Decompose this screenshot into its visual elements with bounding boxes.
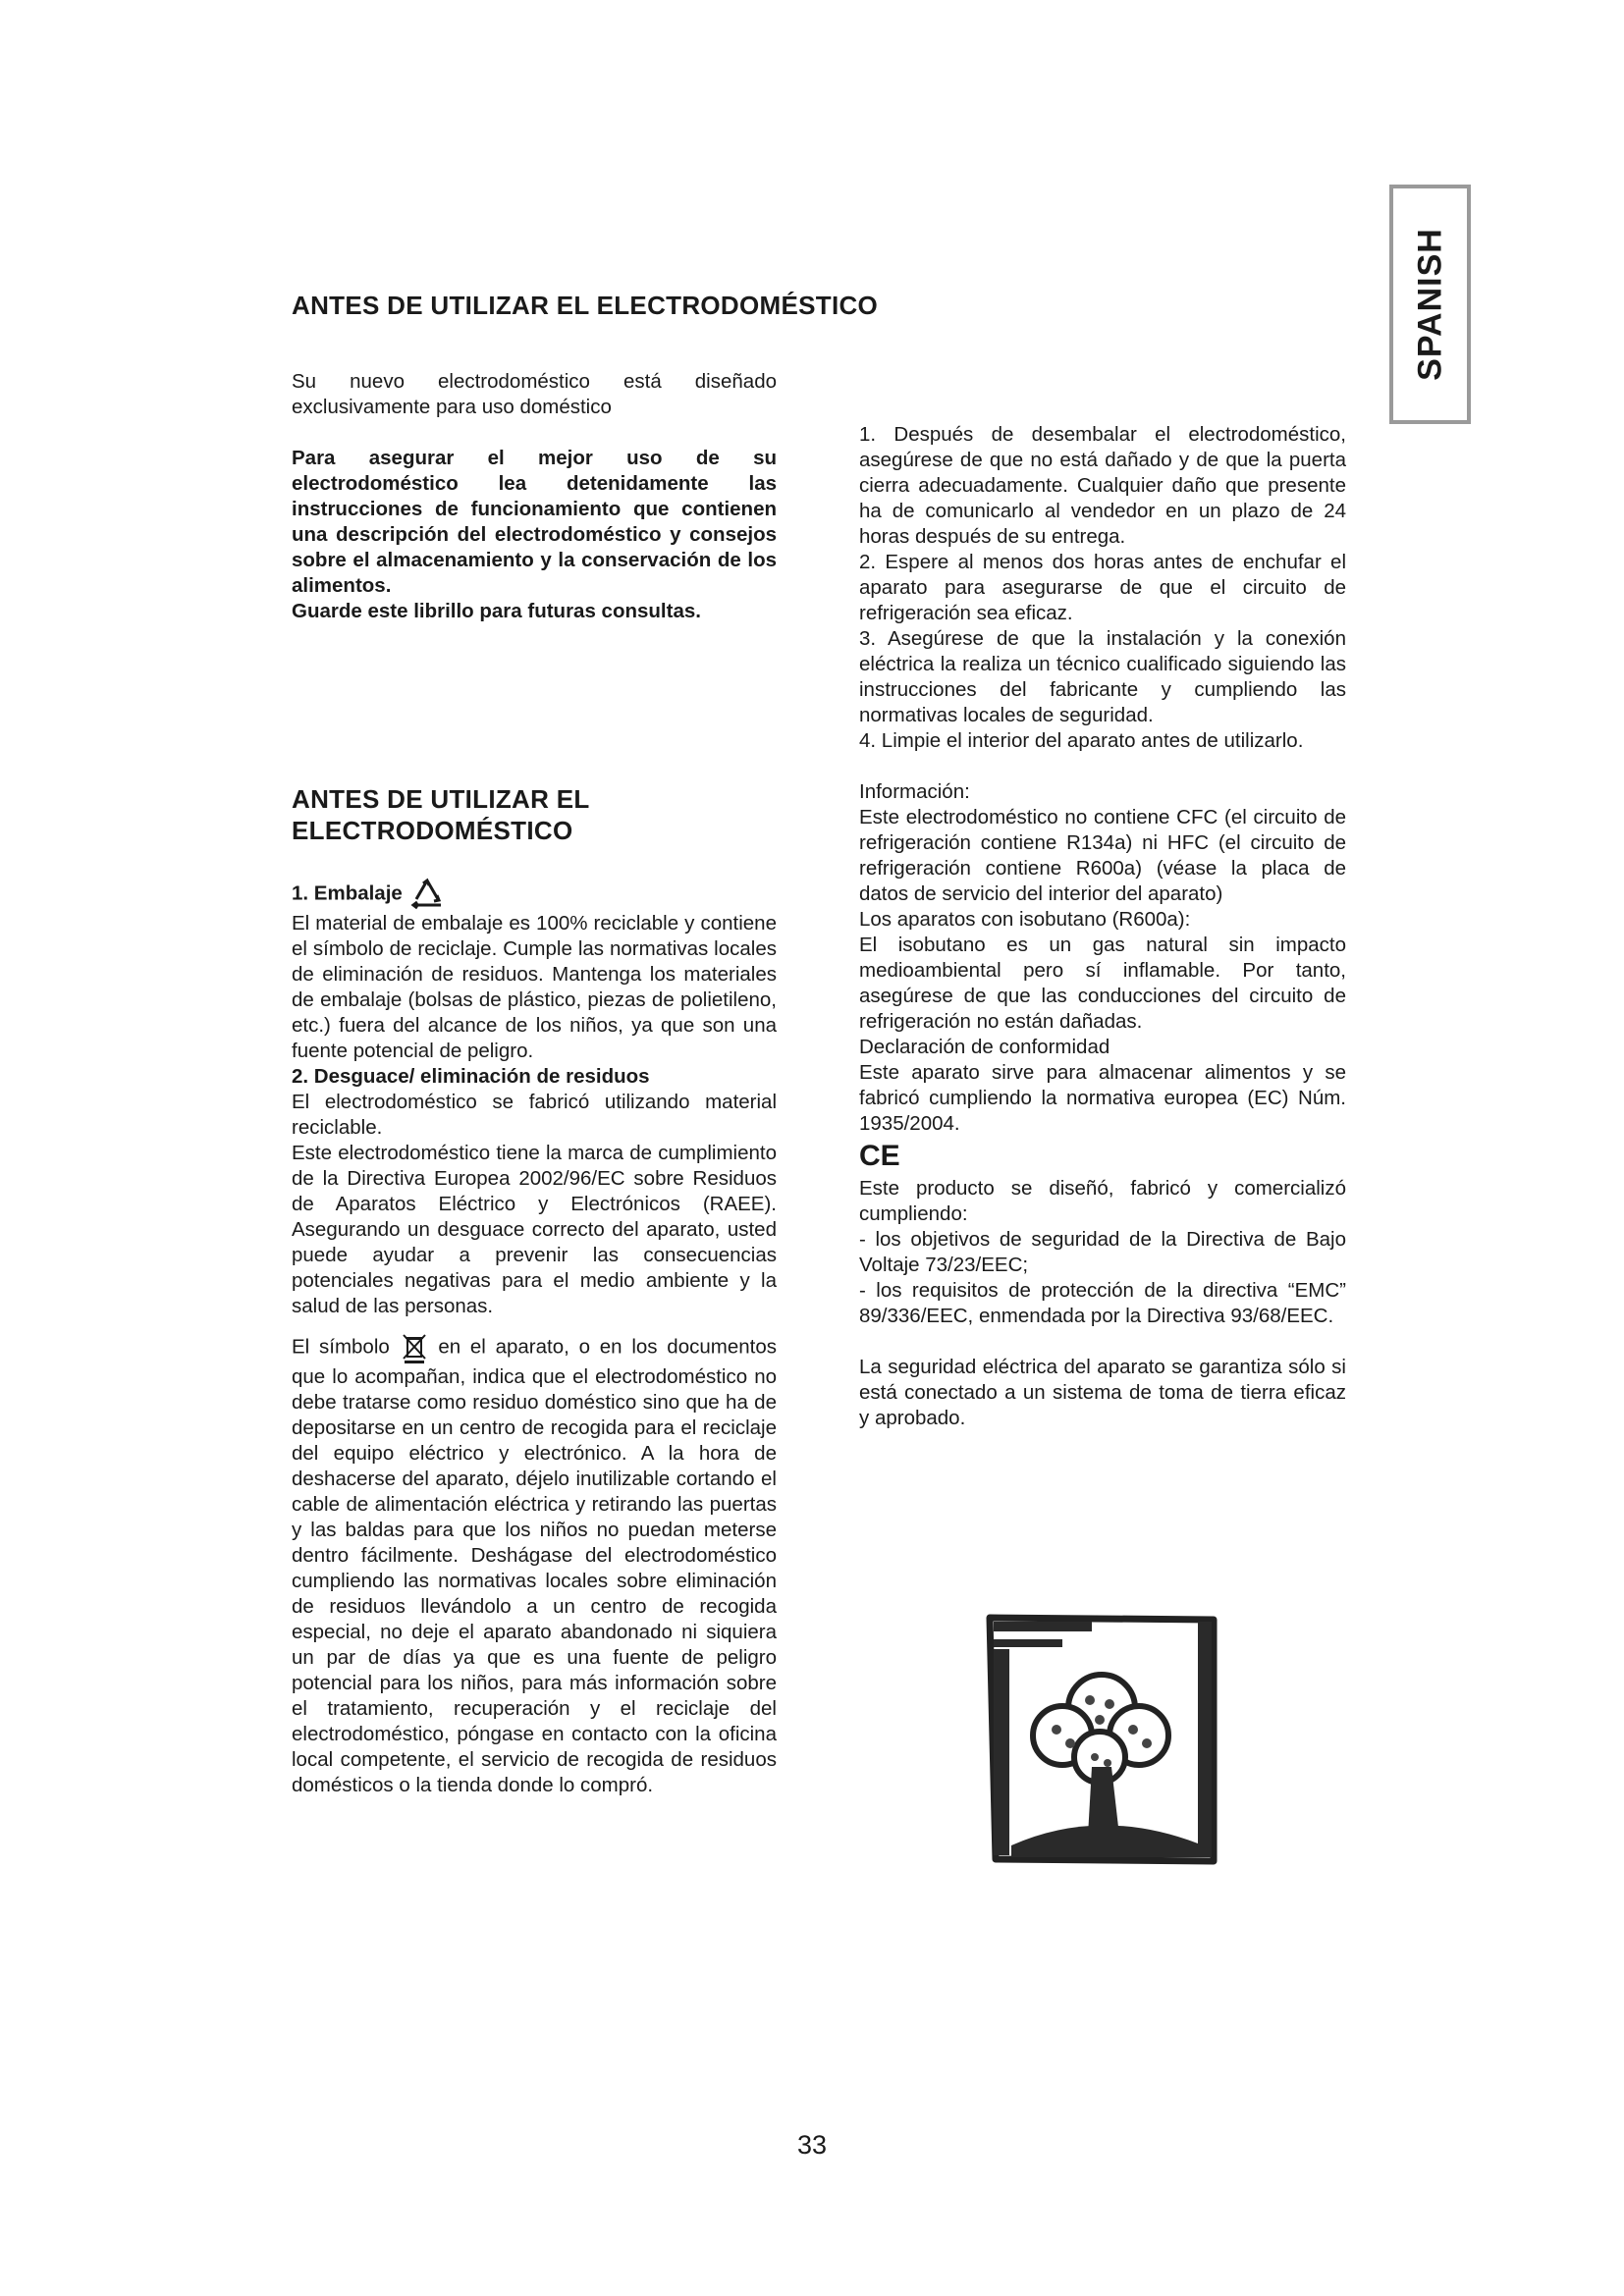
directive-bullet-1: - los objetivos de seguridad de la Directiva de Bajo Voltaje 73/23/EEC;	[859, 1228, 1346, 1276]
safety-text: La seguridad eléctrica del aparato se garantiza sólo si está conectado a un sistema de toma de tierra eficaz y aprobado.	[859, 1356, 1346, 1429]
desguace-text-2: Este electrodoméstico tiene la marca de cumplimiento de la Directiva Europea 2002/96/EC sobre Residuos de Aparatos Eléctrico y Electrónicos (RAEE). Asegurando un desguace correcto del aparato, usted puede ayudar a prevenir las consecuencias potenciales negativas para el medio ambiente y la salud de las personas.	[292, 1142, 777, 1317]
instruction-1: 1. Después de desembalar el electrodoméstico, asegúrese de que no está dañado y de que la puerta cierra adecuadamente. Cualquier daño que presente ha de comunicarlo al vendedor en un plazo de 24 horas después de su entrega.	[859, 423, 1346, 548]
intro-text: Su nuevo electrodoméstico está diseñado exclusivamente para uso doméstico	[292, 370, 777, 418]
desguace-text-1: El electrodoméstico se fabricó utilizando material reciclable.	[292, 1091, 777, 1139]
instruction-3: 3. Asegúrese de que la instalación y la conexión eléctrica la realiza un técnico cualificado siguiendo las instrucciones del fabricante y cumpliendo las normativas locales de seguridad.	[859, 627, 1346, 726]
language-tab-label: SPANISH	[1411, 228, 1448, 381]
section-title-line-1: ANTES DE UTILIZAR EL	[292, 784, 590, 814]
recycle-icon	[408, 878, 446, 911]
declaration-text: Este aparato sirve para almacenar alimentos y se fabricó cumpliendo la normativa europea (EC) Núm. 1935/2004.	[859, 1061, 1346, 1135]
info-text: Este electrodoméstico no contiene CFC (el circuito de refrigeración contiene R134a) ni HFC (el circuito de refrigeración contiene R600a) (véase la placa de datos de servicio del interior del aparato)	[859, 806, 1346, 905]
crossed-bin-icon	[400, 1331, 429, 1364]
instruction-4: 4. Limpie el interior del aparato antes de utilizarlo.	[859, 729, 1304, 752]
symbol-text-pre: El símbolo	[292, 1335, 390, 1359]
isobutano-text: El isobutano es un gas natural sin impacto medioambiental pero sí inflamable. Por tanto, asegúrese de que las conducciones del circuito de refrigeración no están dañadas.	[859, 934, 1346, 1033]
left-column	[292, 369, 777, 624]
page-number: 33	[796, 2130, 828, 2160]
bold-intro-text: Para asegurar el mejor uso de su electrodoméstico lea detenidamente las instrucciones de funcionamiento que contienen una descripción del electrodoméstico y consejos sobre el almacenamiento y la conservación de los alimentos.	[292, 447, 777, 597]
symbol-text-post: en el aparato, o en los documentos que lo acompañan, indica que el electrodoméstico no debe tratarse como residuo doméstico sino que ha de depositarse en un centro de recogida para el reciclaje del equipo eléctrico y electrónico. A la hora de deshacerse del aparato, déjelo inutilizable cortando el cable de alimentación eléctrica y retirando las puertas y las baldas para que los niños no puedan meterse dentro fácilmente. Deshágase del electrodoméstico cumpliendo las normativas locales sobre eliminación de residuos llevándolo a un centro de recogida especial, no deje el aparato abandonado ni siquiera un par de días ya que es una fuente de peligro potencial para los niños, para más información sobre el tratamiento, recuperación y el reciclaje del electrodoméstico, póngase en contacto con la oficina local competente, el servicio de recogida de residuos domésticos o la tienda donde lo compró.	[292, 1335, 777, 1796]
embalaje-heading: 1. Embalaje	[292, 881, 403, 905]
right-column	[859, 422, 1346, 1431]
embalaje-text: El material de embalaje es 100% reciclable y contiene el símbolo de reciclaje. Cumple las normativas locales de eliminación de residuos. Mantenga los materiales de embalaje (bolsas de plástico, piezas de polietileno, etc.) fuera del alcance de los niños, ya que son una fuente potencial de peligro.	[292, 912, 777, 1062]
language-tab	[1389, 185, 1471, 424]
ce-mark: CE	[859, 1140, 900, 1172]
page-title: ANTES DE UTILIZAR EL ELECTRODOMÉSTICO	[292, 291, 879, 320]
info-heading: Información:	[859, 780, 970, 803]
directive-bullet-2: - los requisitos de protección de la directiva “EMC” 89/336/EEC, enmendada por la Directiva 93/68/EEC.	[859, 1279, 1346, 1327]
environment-tree-logo	[982, 1610, 1222, 1870]
left-column-body	[292, 878, 777, 1798]
section-title	[292, 783, 590, 846]
instruction-2: 2. Espere al menos dos horas antes de enchufar el aparato para asegurarse de que el circuito de refrigeración sea eficaz.	[859, 551, 1346, 624]
declaration-heading: Declaración de conformidad	[859, 1036, 1110, 1058]
keep-booklet-text: Guarde este librillo para futuras consultas.	[292, 600, 701, 622]
section-title-line-2: ELECTRODOMÉSTICO	[292, 816, 573, 845]
desguace-heading: 2. Desguace/ eliminación de residuos	[292, 1065, 650, 1088]
isobutano-heading: Los aparatos con isobutano (R600a):	[859, 908, 1191, 931]
product-text: Este producto se diseñó, fabricó y comercializó cumpliendo:	[859, 1177, 1346, 1225]
